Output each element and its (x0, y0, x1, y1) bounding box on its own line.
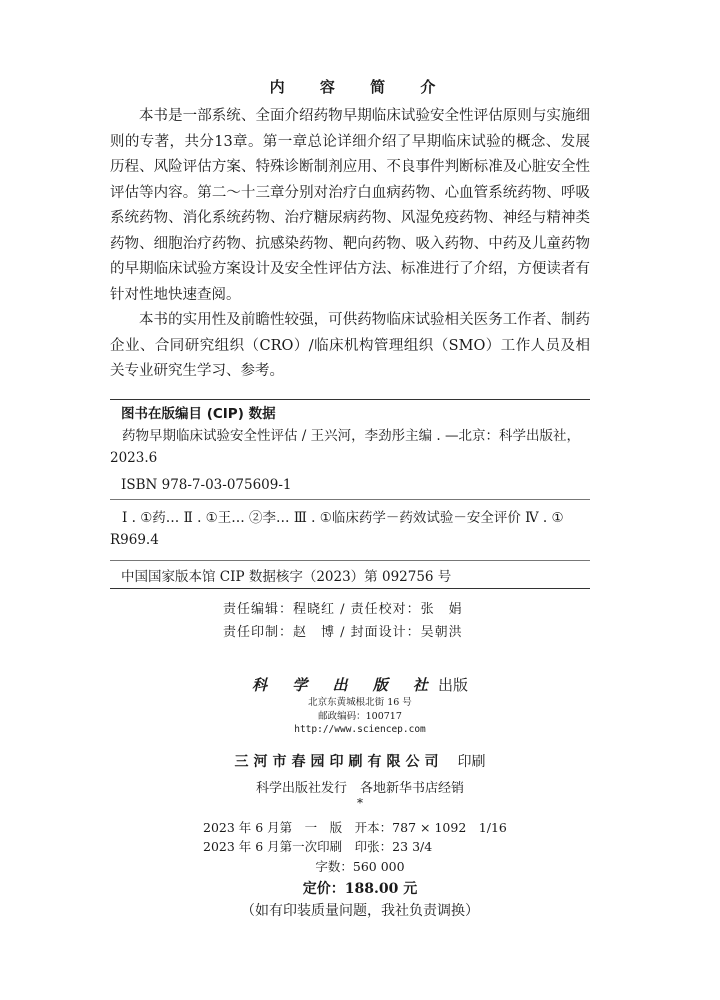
cip-top-divider (110, 399, 590, 400)
publisher-line (0, 674, 720, 695)
staff-editors: 责任编辑：程晓红 / 责任校对：张 娟 (223, 602, 463, 617)
publisher-address: 北京东黄城根北街 16 号 (308, 697, 412, 708)
printer-suffix: 印刷 (457, 754, 486, 770)
cip-lower-divider (110, 560, 590, 561)
cip-bottom-divider (110, 588, 590, 589)
price: 定价：188.00 元 (302, 881, 418, 897)
word-count: 字数：560 000 (315, 859, 405, 874)
distribution-line: 科学出版社发行 各地新华书店经销 (255, 781, 464, 796)
book-introduction (110, 104, 590, 385)
cip-isbn: ISBN 978-7-03-075609-1 (121, 477, 292, 493)
asterisk: * (357, 796, 363, 810)
printing-line: 2023 年 6 月第一次印刷 印张：23 3/4 (203, 839, 433, 854)
cip-heading: 图书在版编目 (CIP) 数据 (121, 406, 276, 422)
cip-description: 药物早期临床试验安全性评估 / 王兴河，李劲彤主编 . —北京：科学出版社，2023.6 (110, 428, 581, 466)
page-title: 内 容 简 介 (269, 78, 451, 96)
intro-paragraph-2: 本书的实用性及前瞻性较强，可供药物临床试验相关医务工作者、制药企业、合同研究组织（CRO）/临床机构管理组织（SMO）工作人员及相关专业研究生学习、参考。 (110, 312, 590, 379)
publisher-website: http://www.sciencep.com (294, 724, 426, 735)
quality-notice: （如有印装质量问题，我社负责调换） (241, 903, 479, 919)
publisher-suffix: 出版 (437, 676, 468, 694)
printer-line (0, 751, 720, 771)
edition-line: 2023 年 6 月第 一 版 开本：787 × 1092 1/16 (203, 820, 507, 835)
staff-printing: 责任印制：赵 博 / 封面设计：吴朝洪 (223, 625, 463, 640)
intro-paragraph-1: 本书是一部系统、全面介绍药物早期临床试验安全性评估原则与实施细则的专著，共分13章。第一章总论详细介绍了早期临床试验的概念、发展历程、风险评估方案、特殊诊断制剂应用、不良事件判断标准及心脏安全性评估等内容。第二～十三章分别对治疗白血病药物、心血管系统药物、呼吸系统药物、消化系统药物、治疗糖尿病药物、风湿免疫药物、神经与精神类药物、细胞治疗药物、抗感染药物、靶向药物、吸入药物、中药及儿童药物的早期临床试验方案设计及安全性评估方法、标准进行了介绍，方便读者有针对性地快速查阅。 (110, 108, 590, 303)
publisher-postcode: 邮政编码：100717 (318, 711, 402, 722)
cip-classification: Ⅰ . ①药… Ⅱ . ①王… ②李… Ⅲ . ①临床药学－药效试验－安全评价 Ⅳ . ① R969.4 (110, 510, 564, 548)
cip-mid-divider (110, 499, 590, 500)
printer-name: 三河市春园印刷有限公司 (234, 754, 444, 770)
publisher-name: 科 学 出 版 社 (252, 676, 438, 694)
cip-check-number: 中国国家版本馆 CIP 数据核字（2023）第 092756 号 (121, 569, 452, 585)
